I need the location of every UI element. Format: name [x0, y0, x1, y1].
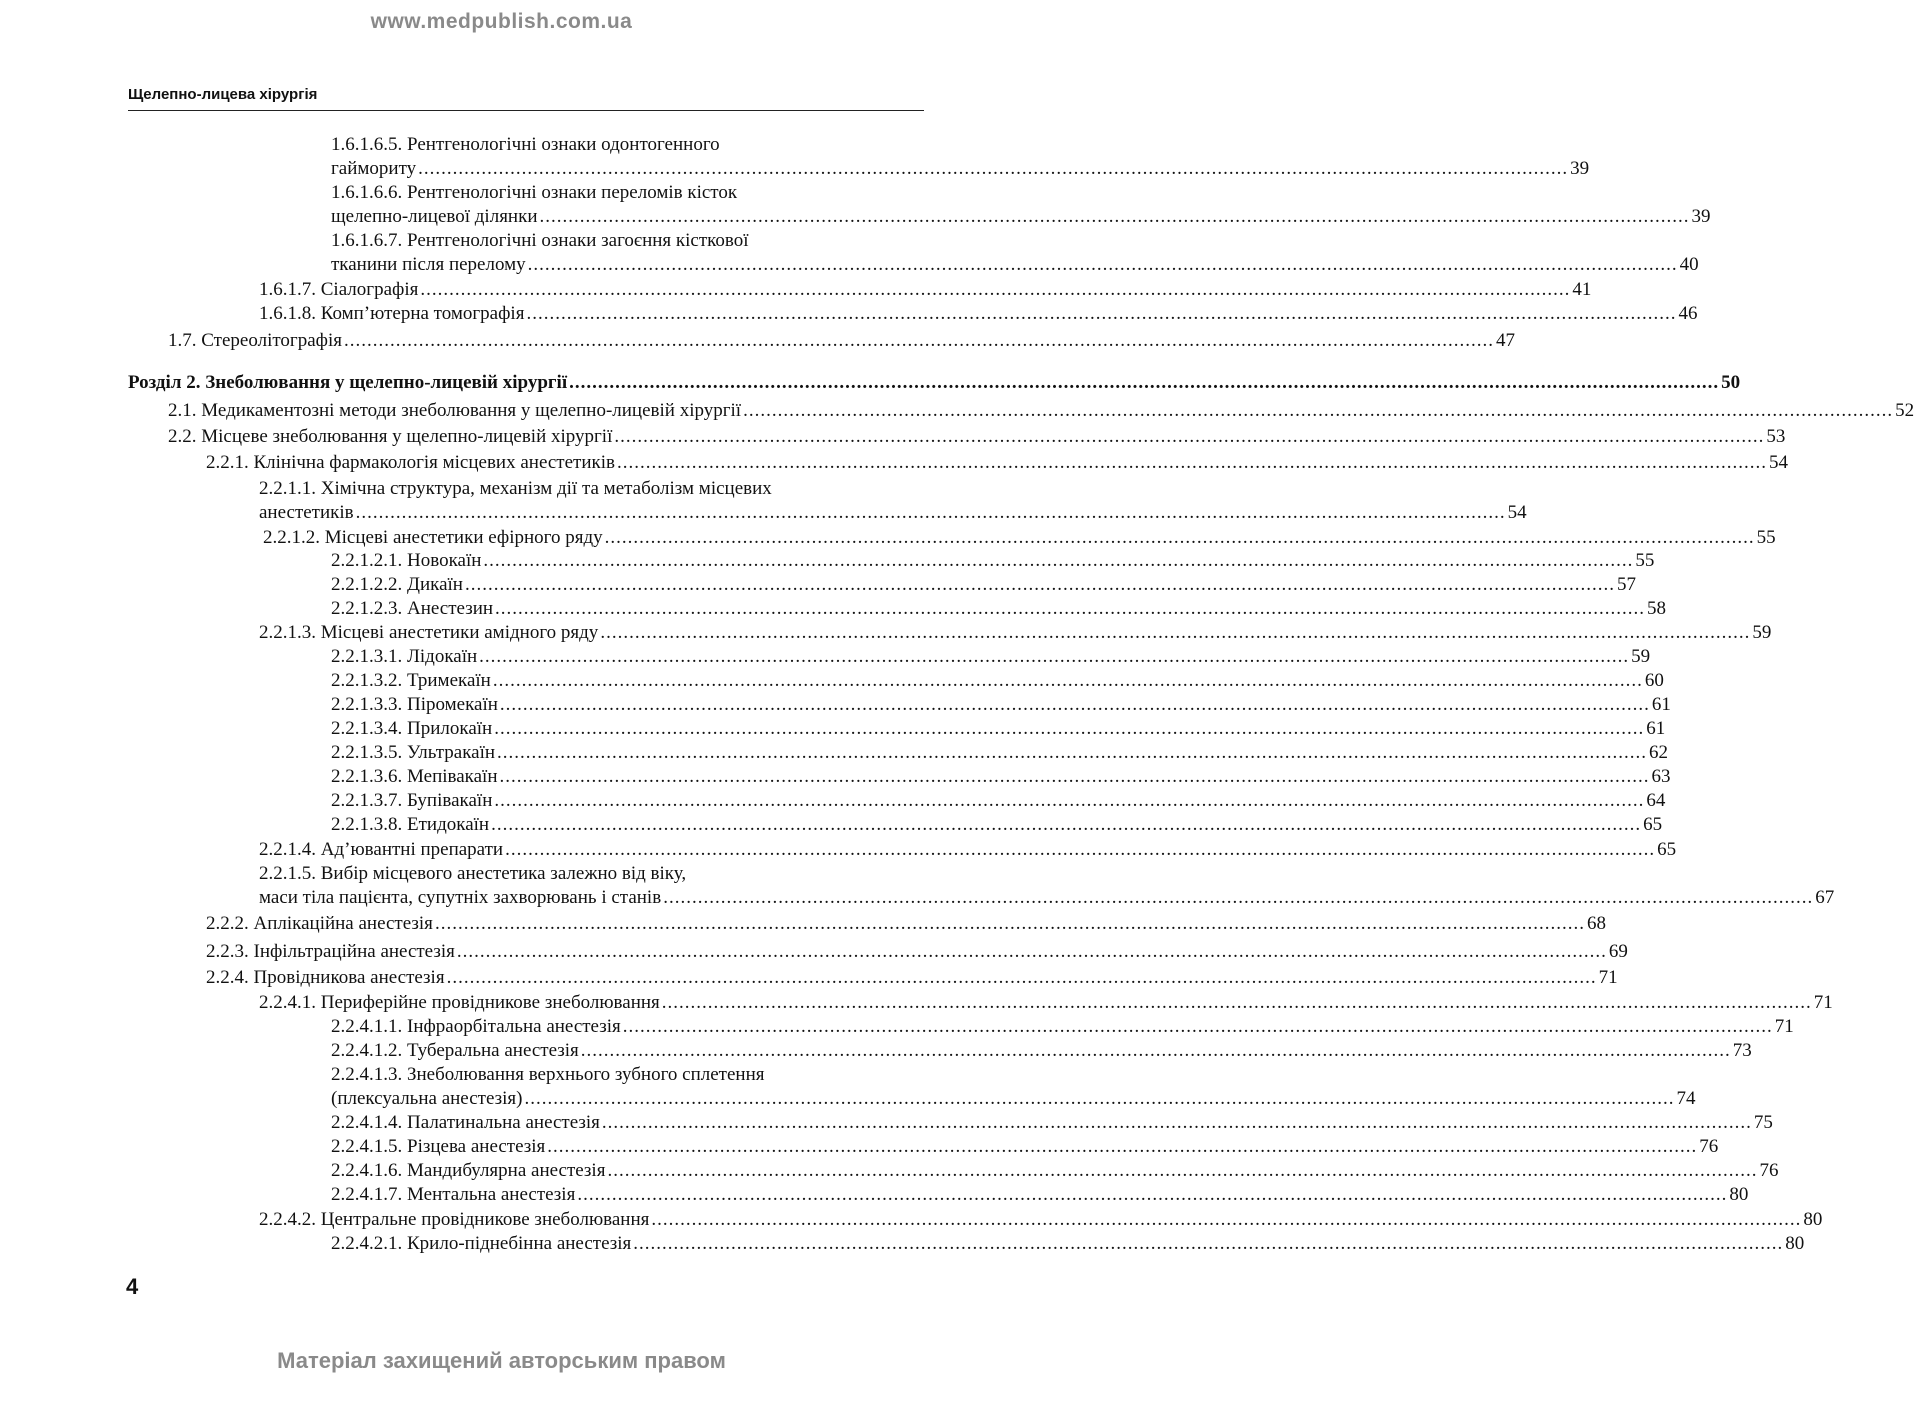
toc-dot-leader: ........................................................................................................................................................................................................: [492, 670, 1643, 691]
toc-entry-title: 2.2.4.2.1. Крило-піднебінна анестезія: [331, 1233, 632, 1254]
toc-entry: [259, 278, 1592, 302]
toc-entry: [259, 1208, 1823, 1232]
toc-entry-page: 46: [1678, 303, 1698, 324]
toc-dot-leader: ........................................................................................................................................................................................................: [600, 622, 1751, 643]
toc-dot-leader: ........................................................................................................................................................................................................: [527, 254, 1678, 275]
toc-entry: [331, 597, 1667, 621]
toc-entry: [331, 789, 1666, 813]
toc-entry-title: 2.2.4.1.5. Різцева анестезія: [331, 1136, 546, 1157]
toc-entry: [331, 1063, 924, 1087]
toc-entry: [331, 1015, 1794, 1039]
toc-entry-title: 2.2.1.2. Місцеві анестетики ефірного ряду: [263, 527, 603, 548]
toc-entry: [331, 1135, 1719, 1159]
toc-entry-page: 63: [1651, 766, 1671, 787]
toc-entry: [331, 157, 1590, 181]
running-head: Щелепно-лицева хірургія: [128, 86, 318, 103]
toc-entry-page: 61: [1646, 718, 1666, 739]
toc-entry-page: 80: [1729, 1184, 1749, 1205]
toc-entry: [263, 526, 1776, 550]
toc-entry-page: 76: [1699, 1136, 1719, 1157]
toc-entry-title: 2.2.1.3.7. Бупівакаїн: [331, 790, 493, 811]
copyright-footer: Матеріал захищений авторським правом: [277, 1348, 726, 1373]
toc-entry-title: 2.2.1.3.6. Мепівакаїн: [331, 766, 498, 787]
toc-entry: [331, 717, 1666, 741]
toc-dot-leader: ........................................................................................................................................................................................................: [497, 742, 1648, 763]
toc-entry-title: 2.1. Медикаментозні методи знеболювання у щелепно-лицевій хірургії: [168, 400, 742, 421]
toc-dot-leader: ........................................................................................................................................................................................................: [491, 814, 1642, 835]
toc-dot-leader: ........................................................................................................................................................................................................: [418, 158, 1569, 179]
toc-entry-title: 2.2.4. Провідникова анестезія: [206, 967, 445, 988]
toc-dot-leader: ........................................................................................................................................................................................................: [456, 941, 1607, 962]
toc-dot-leader: ........................................................................................................................................................................................................: [446, 967, 1597, 988]
toc-entry-page: 61: [1651, 694, 1671, 715]
toc-entry-title: 2.2.4.2. Центральне провідникове знеболювання: [259, 1209, 650, 1230]
toc-dot-leader: ........................................................................................................................................................................................................: [604, 527, 1755, 548]
toc-entry: [259, 862, 924, 886]
toc-entry-title: 2.2.1.3.2. Тримекаїн: [331, 670, 491, 691]
toc-entry-page: 65: [1657, 839, 1677, 860]
toc-entry: [331, 205, 1711, 229]
toc-entry: [259, 302, 1698, 326]
toc-entry: [206, 912, 1606, 936]
toc-entry-page: 55: [1635, 550, 1655, 571]
toc-entry-title: 2.2.4.1. Периферійне провідникове знеболювання: [259, 992, 660, 1013]
toc-entry-title: гаймориту: [331, 158, 417, 179]
toc-entry: [331, 133, 924, 157]
toc-dot-leader: ........................................................................................................................................................................................................: [494, 718, 1645, 739]
toc-entry-title: 2.2. Місцеве знеболювання у щелепно-лицевій хірургії: [168, 426, 613, 447]
toc-entry-page: 71: [1813, 992, 1833, 1013]
toc-entry: [331, 645, 1651, 669]
toc-entry-title: 2.2.4.1.6. Мандибулярна анестезія: [331, 1160, 606, 1181]
toc-entry-title: 1.6.1.6.6. Рентгенологічні ознаки переломів кісток: [331, 182, 738, 203]
toc-entry-title: 2.2.1.3. Місцеві анестетики амідного ряду: [259, 622, 599, 643]
toc-entry: [259, 838, 1677, 862]
toc-dot-leader: ........................................................................................................................................................................................................: [524, 1088, 1675, 1109]
toc-dot-leader: ........................................................................................................................................................................................................: [580, 1040, 1731, 1061]
toc-dot-leader: ........................................................................................................................................................................................................: [494, 790, 1645, 811]
toc-dot-leader: ........................................................................................................................................................................................................: [661, 992, 1812, 1013]
toc-entry-title: 2.2.1.3.8. Етидокаїн: [331, 814, 490, 835]
toc-entry: [168, 399, 1914, 423]
toc-entry-title: Розділ 2. Знеболювання у щелепно-лицевій хірургії: [128, 372, 568, 393]
toc-entry-page: 40: [1679, 254, 1699, 275]
toc-entry-page: 57: [1616, 574, 1636, 595]
toc-entry-page: 64: [1646, 790, 1666, 811]
toc-entry: [331, 1039, 1752, 1063]
toc-entry-title: 2.2.4.1.1. Інфраорбітальна анестезія: [331, 1016, 621, 1037]
toc-entry: [331, 1087, 1696, 1111]
toc-entry-title: 2.2.4.1.2. Туберальна анестезія: [331, 1040, 579, 1061]
toc-entry-page: 76: [1759, 1160, 1779, 1181]
toc-entry: [259, 886, 1835, 910]
toc-dot-leader: ........................................................................................................................................................................................................: [464, 574, 1615, 595]
toc-entry-title: 2.2.1.1. Хімічна структура, механізм дії та метаболізм місцевих: [259, 478, 772, 499]
toc-dot-leader: ........................................................................................................................................................................................................: [526, 303, 1677, 324]
toc-dot-leader: ........................................................................................................................................................................................................: [483, 550, 1634, 571]
toc-entry-title: 1.6.1.6.7. Рентгенологічні ознаки загоєння кісткової: [331, 230, 749, 251]
toc-entry-page: 65: [1643, 814, 1663, 835]
toc-entry-title: 2.2.1.2.2. Дикаїн: [331, 574, 463, 595]
toc-entry-title: маси тіла пацієнта, супутніх захворювань і станів: [259, 887, 662, 908]
toc-entry-title: 1.6.1.7. Сіалографія: [259, 279, 419, 300]
toc-dot-leader: ........................................................................................................................................................................................................: [420, 279, 1571, 300]
toc-entry: [259, 501, 1527, 525]
toc-entry-title: 2.2.1.3.4. Прилокаїн: [331, 718, 493, 739]
toc-entry-page: 71: [1598, 967, 1618, 988]
toc-entry-title: щелепно-лицевої ділянки: [331, 206, 538, 227]
toc-entry-title: 2.2.3. Інфільтраційна анестезія: [206, 941, 455, 962]
toc-entry: [331, 1183, 1749, 1207]
toc-entry-title: 1.7. Стереолітографія: [168, 330, 342, 351]
toc-entry-page: 52: [1895, 400, 1914, 421]
toc-entry: [259, 991, 1833, 1015]
toc-entry: [168, 329, 1515, 353]
toc-entry-title: 2.2.1.4. Ад’ювантні препарати: [259, 839, 504, 860]
toc-entry: [331, 1232, 1805, 1256]
toc-entry: [259, 477, 924, 501]
toc-entry-page: 53: [1766, 426, 1786, 447]
toc-dot-leader: ........................................................................................................................................................................................................: [622, 1016, 1773, 1037]
toc-entry-page: 62: [1649, 742, 1669, 763]
toc-entry-title: 1.6.1.8. Комп’ютерна томографія: [259, 303, 525, 324]
toc-dot-leader: ........................................................................................................................................................................................................: [577, 1184, 1728, 1205]
toc-entry-page: 41: [1572, 279, 1592, 300]
toc-entry-page: 80: [1785, 1233, 1805, 1254]
toc-entry-title: 2.2.4.1.7. Ментальна анестезія: [331, 1184, 576, 1205]
toc-dot-leader: ........................................................................................................................................................................................................: [355, 502, 1506, 523]
toc-dot-leader: ........................................................................................................................................................................................................: [601, 1112, 1752, 1133]
toc-entry-page: 54: [1768, 452, 1788, 473]
toc-entry: [331, 573, 1636, 597]
toc-dot-leader: ........................................................................................................................................................................................................: [434, 913, 1585, 934]
toc-entry: [331, 669, 1664, 693]
toc-dot-leader: ........................................................................................................................................................................................................: [569, 372, 1720, 393]
toc-dot-leader: ........................................................................................................................................................................................................: [743, 400, 1894, 421]
toc-entry: [206, 451, 1788, 475]
toc-entry-page: 59: [1752, 622, 1772, 643]
toc-entry-page: 68: [1586, 913, 1606, 934]
toc-dot-leader: ........................................................................................................................................................................................................: [479, 646, 1630, 667]
toc-dot-leader: ........................................................................................................................................................................................................: [495, 598, 1646, 619]
toc-entry-page: 59: [1631, 646, 1651, 667]
toc-entry: [331, 1111, 1773, 1135]
toc-entry: [331, 693, 1671, 717]
toc-entry-page: 50: [1721, 372, 1741, 393]
toc-entry-title: тканини після перелому: [331, 254, 526, 275]
toc-entry-title: 2.2.1.3.5. Ультракаїн: [331, 742, 496, 763]
toc-entry-page: 67: [1815, 887, 1835, 908]
toc-entry-title: 2.2.1. Клінічна фармакологія місцевих анестетиків: [206, 452, 615, 473]
toc-entry-title: 1.6.1.6.5. Рентгенологічні ознаки одонтогенного: [331, 134, 720, 155]
toc-entry-title: 2.2.1.2.1. Новокаїн: [331, 550, 482, 571]
toc-entry-title: анестетиків: [259, 502, 354, 523]
toc-entry: [206, 966, 1618, 990]
toc-entry-page: 73: [1732, 1040, 1752, 1061]
site-url: www.medpublish.com.ua: [370, 10, 633, 33]
toc-entry: [331, 229, 924, 253]
toc-entry-page: 55: [1756, 527, 1776, 548]
toc-entry: [331, 765, 1671, 789]
toc-entry: [259, 621, 1772, 645]
toc-dot-leader: ........................................................................................................................................................................................................: [499, 694, 1650, 715]
toc-dot-leader: ........................................................................................................................................................................................................: [499, 766, 1650, 787]
toc-entry: [331, 813, 1663, 837]
toc-entry-page: 69: [1608, 941, 1628, 962]
toc-entry-page: 39: [1570, 158, 1590, 179]
toc-dot-leader: ........................................................................................................................................................................................................: [607, 1160, 1758, 1181]
toc-entry: [331, 549, 1655, 573]
toc-entry: [206, 940, 1628, 964]
toc-entry-page: 80: [1803, 1209, 1823, 1230]
toc-entry-title: 2.2.1.3.1. Лідокаїн: [331, 646, 478, 667]
toc-dot-leader: ........................................................................................................................................................................................................: [616, 452, 1767, 473]
toc-entry-page: 39: [1691, 206, 1711, 227]
toc-entry-page: 75: [1753, 1112, 1773, 1133]
toc-entry: [331, 741, 1669, 765]
toc-dot-leader: ........................................................................................................................................................................................................: [505, 839, 1656, 860]
toc-entry-title: 2.2.4.1.3. Знеболювання верхнього зубного сплетення: [331, 1064, 765, 1085]
toc-entry-page: 47: [1495, 330, 1515, 351]
toc-dot-leader: ........................................................................................................................................................................................................: [539, 206, 1690, 227]
toc-entry-title: 2.2.2. Аплікаційна анестезія: [206, 913, 433, 934]
toc-entry: [168, 425, 1786, 449]
toc-entry-title: 2.2.4.1.4. Палатинальна анестезія: [331, 1112, 600, 1133]
toc-entry-page: 74: [1676, 1088, 1696, 1109]
toc-dot-leader: ........................................................................................................................................................................................................: [547, 1136, 1698, 1157]
toc-entry: [331, 181, 924, 205]
toc-entry-title: 2.2.1.2.3. Анестезин: [331, 598, 494, 619]
toc-entry-page: 71: [1774, 1016, 1794, 1037]
toc-entry-page: 58: [1647, 598, 1667, 619]
toc-dot-leader: ........................................................................................................................................................................................................: [633, 1233, 1784, 1254]
toc-entry: [331, 253, 1699, 277]
toc-entry-title: 2.2.1.5. Вибір місцевого анестетика залежно від віку,: [259, 863, 687, 884]
toc-dot-leader: ........................................................................................................................................................................................................: [651, 1209, 1802, 1230]
toc-entry-page: 60: [1644, 670, 1664, 691]
toc-entry-page: 54: [1507, 502, 1527, 523]
toc-dot-leader: ........................................................................................................................................................................................................: [343, 330, 1494, 351]
toc-entry: [331, 1159, 1779, 1183]
toc-entry: [128, 371, 1741, 395]
toc-dot-leader: ........................................................................................................................................................................................................: [663, 887, 1814, 908]
toc-dot-leader: ........................................................................................................................................................................................................: [614, 426, 1765, 447]
toc-entry-title: 2.2.1.3.3. Піромекаїн: [331, 694, 498, 715]
page-number: 4: [126, 1274, 139, 1299]
toc-entry-title: (плексуальна анестезія): [331, 1088, 523, 1109]
